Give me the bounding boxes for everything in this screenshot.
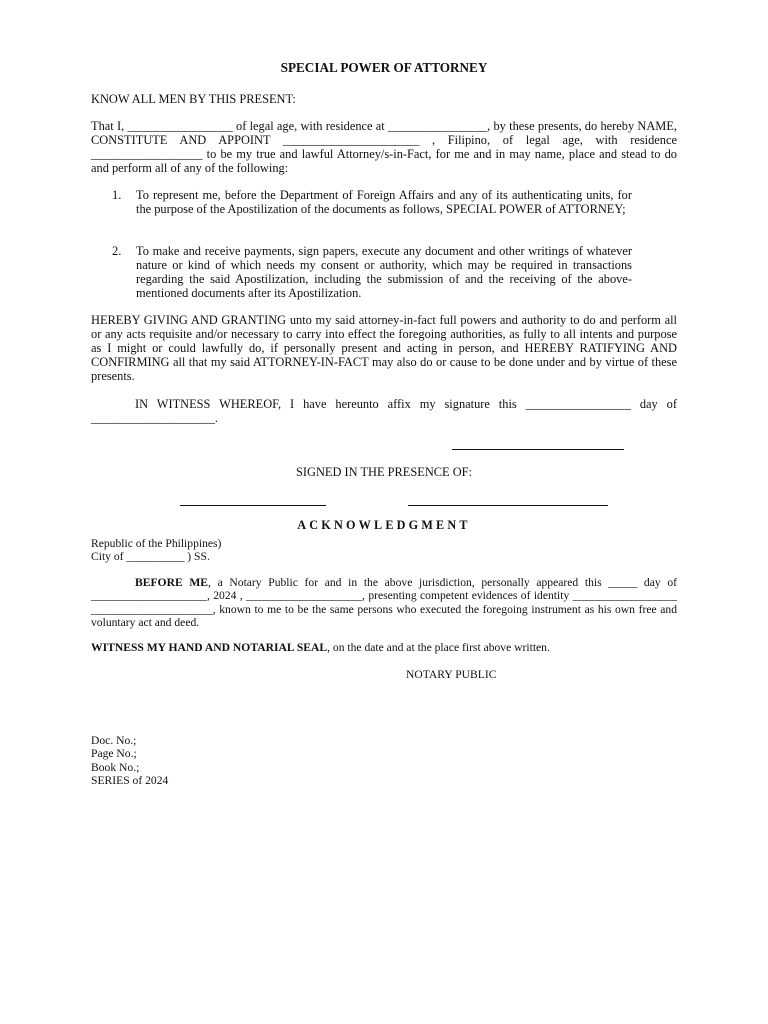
page-no: Page No.; bbox=[91, 747, 137, 760]
before-me-paragraph bbox=[91, 576, 677, 630]
list-item-text: To make and receive payments, sign papers, execute any document and other writings of whatever nature or kind of which needs my consent or authority, which may be required in transactions regarding the said Apostilization, including the submission of and the receiving of the above-mentioned documents after its Apostilization. bbox=[136, 244, 632, 300]
before-me-label: BEFORE ME bbox=[135, 576, 209, 589]
granting-paragraph: HEREBY GIVING AND GRANTING unto my said attorney-in-fact full powers and authority to do and perform all or any acts requisite and/or necessary to carry into effect the foregoing authorities, as fully to all intents and purpose as I might or could lawfully do, if personally present and acting in person, and HEREBY RATIFYING AND CONFIRMING all that my said ATTORNEY-IN-FACT may also do or cause to be done under and by virtue of these presents. bbox=[91, 313, 677, 383]
witness-hand-paragraph bbox=[91, 641, 550, 655]
witness-signature-line-2 bbox=[408, 493, 608, 506]
witness-hand-label: WITNESS MY HAND AND NOTARIAL SEAL bbox=[91, 641, 328, 654]
before-me-text: , a Notary Public for and in the above jurisdiction, personally appeared this _____ day of ____________________, 2024 , ____________________, presenting competent evidences of identity __________________ _____________________, known to me to be the same persons who executed the foregoing instrument as his own free and voluntary act and deed. bbox=[91, 576, 677, 630]
series-year: SERIES of 2024 bbox=[91, 774, 169, 787]
witness-whereof-text: IN WITNESS WHEREOF, I have hereunto affix my signature this _________________ day of ____________________. bbox=[91, 397, 677, 425]
venue-republic: Republic of the Philippines) bbox=[91, 537, 222, 550]
venue-city: City of __________ ) SS. bbox=[91, 550, 210, 563]
signed-presence-heading: SIGNED IN THE PRESENCE OF: bbox=[295, 465, 472, 479]
list-item-number: 2. bbox=[112, 244, 122, 258]
witness-hand-text: , on the date and at the place first above written. bbox=[327, 641, 550, 654]
book-no: Book No.; bbox=[91, 761, 140, 774]
witness-signature-line-1 bbox=[180, 493, 326, 506]
intro-line: KNOW ALL MEN BY THIS PRESENT: bbox=[91, 92, 296, 106]
notary-public-label: NOTARY PUBLIC bbox=[406, 668, 497, 681]
witness-whereof-paragraph bbox=[91, 397, 677, 425]
list-item-number: 1. bbox=[112, 188, 122, 202]
appointment-paragraph: That I, _________________ of legal age, with residence at ________________, by these presents, do hereby NAME, CONSTITUTE AND APPOINT ______________________ , Filipino, of legal age, with residence __________________ to be my true and lawful Attorney/s-in-Fact, for me and in may name, place and stead to do and perform all of any of the following: bbox=[91, 119, 677, 175]
document-title: SPECIAL POWER OF ATTORNEY bbox=[280, 60, 488, 75]
principal-signature-line bbox=[452, 437, 624, 450]
doc-no: Doc. No.; bbox=[91, 734, 137, 747]
list-item-text: To represent me, before the Department of Foreign Affairs and any of its authenticating units, for the purpose of the Apostilization of the documents as follows, SPECIAL POWER of ATTORNEY; bbox=[136, 188, 632, 216]
acknowledgment-heading: ACKNOWLEDGMENT bbox=[297, 518, 471, 532]
